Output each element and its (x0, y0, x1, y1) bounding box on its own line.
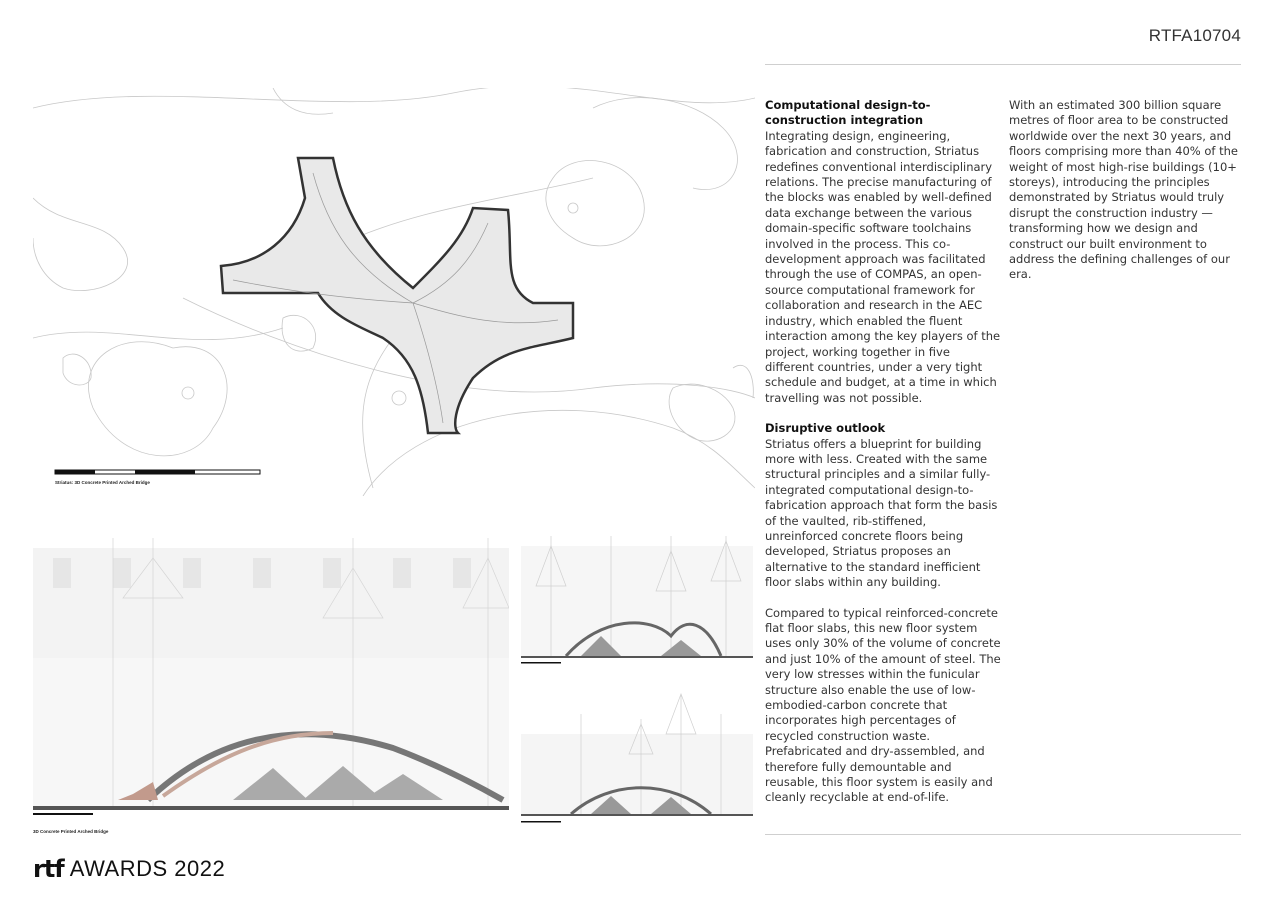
elevation-caption: 3D Concrete Printed Arched Bridge (33, 829, 109, 834)
paragraph-disruptive-outlook: Striatus offers a blueprint for building more with less. Created with the same structural principles and a similar fully-integrated computational design-to-fabrication approach that form the basis of the vaulted, rib-stiffened, unreinforced concrete floors being developed, Striatus proposes an alternative to the standard inefficient floor slabs within any building. (765, 436, 998, 590)
side-elevation-bottom (521, 684, 753, 830)
paragraph-computational-design: Integrating design, engineering, fabrication and construction, Striatus redefines conventional interdisciplinary relations. The precise manufacturing of the blocks was enabled by well-defined data exchange between the various domain-specific software toolchains involved in the process. This co-development approach was facilitated through the use of COMPAS, an open-source computational framework for collaboration and research in the AEC industry, which enabled the fluent interaction among the key players of the project, working together in five different countries, under a very tight schedule and budget, at a time in which travelling was not possible. (765, 128, 1001, 405)
project-code: RTFA10704 (1148, 26, 1241, 45)
side-elevation-top (521, 536, 753, 671)
text-column-right (1009, 98, 1245, 298)
plan-caption: Striatus: 3D Concrete Printed Arched Bridge (55, 480, 150, 485)
rtf-awards-logo (33, 852, 225, 886)
rtf-logo-mark: rtf (33, 855, 64, 883)
paragraph-floor-comparison: Compared to typical reinforced-concrete flat floor slabs, this new floor system uses only 30% of the volume of concrete and just 10% of the amount of steel. The very low stresses within the funicular structure also enable the use of low-embodied-carbon concrete that incorporates high percentages of recycled construction waste. Prefabricated and dry-assembled, and therefore fully demountable and reusable, this floor system is easily and cleanly recyclable at end-of-life. (765, 605, 1001, 805)
text-column-left (765, 98, 1001, 821)
bottom-divider (765, 834, 1241, 835)
awards-title: AWARDS 2022 (69, 856, 226, 881)
heading-computational-design: Computational design-to-construction integration (765, 98, 931, 128)
top-divider (765, 64, 1241, 65)
scale-bar (55, 470, 260, 474)
heading-disruptive-outlook: Disruptive outlook (765, 421, 886, 436)
site-plan-drawing (33, 88, 755, 496)
paragraph-floor-area: With an estimated 300 billion square metres of floor area to be constructed worldwide over the next 30 years, and floors comprising more than 40% of the weight of most high-rise buildings (10+ storeys), introducing the principles demonstrated by Striatus would truly disrupt the construction industry — transforming how we design and construct our built environment to address the defining challenges of our era. (1009, 98, 1238, 282)
main-elevation-drawing (33, 538, 509, 838)
